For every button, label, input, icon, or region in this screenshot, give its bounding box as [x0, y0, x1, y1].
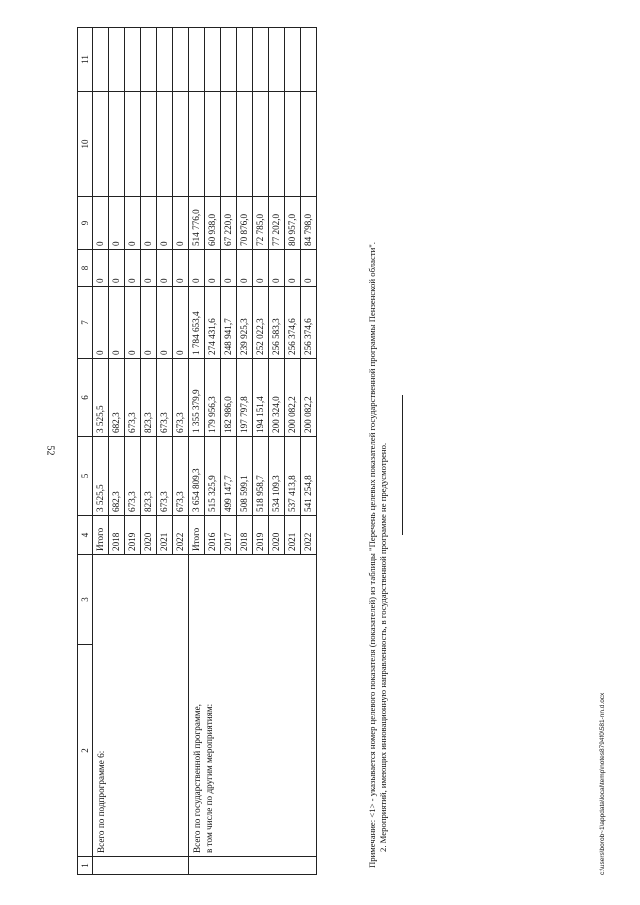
- value-cell: 0: [173, 197, 189, 250]
- empty-cell: [221, 92, 237, 197]
- empty-cell: [157, 92, 173, 197]
- total-label: Всего по государственной программе,: [192, 704, 202, 853]
- year-cell: 2022: [173, 516, 189, 555]
- value-cell: 682,3: [109, 437, 125, 516]
- value-cell: 537 413,8: [285, 437, 301, 516]
- value-cell: 673,3: [125, 437, 141, 516]
- empty-cell: [93, 28, 109, 92]
- value-cell: 0: [237, 250, 253, 287]
- value-cell: 0: [125, 287, 141, 359]
- empty-cell: [189, 92, 205, 197]
- value-cell: 534 109,3: [269, 437, 285, 516]
- empty-cell: [237, 92, 253, 197]
- value-cell: 515 325,9: [205, 437, 221, 516]
- empty-cell: [189, 28, 205, 92]
- year-cell: 2021: [157, 516, 173, 555]
- column-number-cell: 7: [78, 287, 93, 359]
- value-cell: 256 583,3: [269, 287, 285, 359]
- empty-cell: [157, 28, 173, 92]
- value-cell: 77 202,0: [269, 197, 285, 250]
- notes-block: [367, 48, 389, 868]
- empty-cell: [141, 92, 157, 197]
- subprogram6-label: Всего по подпрограмме 6:: [96, 750, 106, 853]
- value-cell: 0: [93, 250, 109, 287]
- value-cell: 823,3: [141, 359, 157, 437]
- year-cell: 2017: [221, 516, 237, 555]
- empty-cell: [93, 92, 109, 197]
- value-cell: 3 654 809,3: [189, 437, 205, 516]
- value-cell: 673,3: [173, 359, 189, 437]
- value-cell: 0: [109, 287, 125, 359]
- column-number-row: [78, 28, 93, 875]
- empty-cell: [269, 28, 285, 92]
- value-cell: 60 938,0: [205, 197, 221, 250]
- year-cell: 2022: [301, 516, 317, 555]
- value-cell: 499 147,7: [221, 437, 237, 516]
- value-cell: 84 798,0: [301, 197, 317, 250]
- column-number-cell: 10: [78, 92, 93, 197]
- value-cell: 682,3: [109, 359, 125, 437]
- column-number-cell: 3: [78, 555, 93, 645]
- empty-cell: [285, 92, 301, 197]
- value-cell: 673,3: [173, 437, 189, 516]
- value-cell: 0: [157, 197, 173, 250]
- empty-cell: [141, 28, 157, 92]
- column-number-cell: 1: [78, 857, 93, 875]
- value-cell: 72 785,0: [253, 197, 269, 250]
- value-cell: 0: [109, 250, 125, 287]
- value-cell: 194 151,4: [253, 359, 269, 437]
- rotated-page-content: [44, 15, 622, 875]
- column-number-cell: 2: [78, 645, 93, 857]
- empty-cell: [237, 28, 253, 92]
- value-cell: 0: [93, 287, 109, 359]
- empty-cell: [205, 92, 221, 197]
- column-number-cell: 5: [78, 437, 93, 516]
- column-number-cell: 8: [78, 250, 93, 287]
- year-cell: 2016: [205, 516, 221, 555]
- year-cell: 2020: [141, 516, 157, 555]
- empty-cell: [125, 92, 141, 197]
- empty-cell: [253, 28, 269, 92]
- year-cell: 2020: [269, 516, 285, 555]
- year-cell: 2018: [109, 516, 125, 555]
- value-cell: 0: [93, 197, 109, 250]
- empty-cell: [221, 28, 237, 92]
- empty-cell: [125, 28, 141, 92]
- value-cell: 673,3: [125, 359, 141, 437]
- value-cell: 179 956,3: [205, 359, 221, 437]
- empty-cell: [109, 92, 125, 197]
- value-cell: 514 776,0: [189, 197, 205, 250]
- separator-line: [402, 395, 403, 535]
- total-label-cell: [189, 555, 317, 857]
- value-cell: 0: [173, 250, 189, 287]
- column-number-cell: 4: [78, 516, 93, 555]
- empty-cell: [173, 92, 189, 197]
- subprogram6-label-cell: [93, 555, 189, 857]
- year-cell: 2018: [237, 516, 253, 555]
- value-cell: 252 022,3: [253, 287, 269, 359]
- value-cell: 256 374,6: [301, 287, 317, 359]
- value-cell: 1 784 653,4: [189, 287, 205, 359]
- empty-cell: [109, 28, 125, 92]
- year-cell: 2019: [125, 516, 141, 555]
- file-path: c:\users\borob~1\appdata\local\temp\notes8794f0\581-nn.d.ocx: [599, 692, 606, 875]
- value-cell: 0: [189, 250, 205, 287]
- value-cell: 3 525,5: [93, 359, 109, 437]
- value-cell: 541 254,8: [301, 437, 317, 516]
- table-row: [93, 28, 109, 875]
- value-cell: 0: [157, 250, 173, 287]
- value-cell: 182 986,0: [221, 359, 237, 437]
- value-cell: 200 082,2: [285, 359, 301, 437]
- value-cell: 197 797,8: [237, 359, 253, 437]
- empty-cell: [269, 92, 285, 197]
- empty-cell: [301, 92, 317, 197]
- value-cell: 0: [269, 250, 285, 287]
- value-cell: 0: [157, 287, 173, 359]
- value-cell: 0: [205, 250, 221, 287]
- value-cell: 70 876,0: [237, 197, 253, 250]
- year-cell: Итого: [189, 516, 205, 555]
- column-number-cell: 6: [78, 359, 93, 437]
- page-number: 52: [44, 445, 56, 456]
- empty-cell: [205, 28, 221, 92]
- column-number-cell: 11: [78, 28, 93, 92]
- value-cell: 823,3: [141, 437, 157, 516]
- value-cell: 0: [141, 287, 157, 359]
- value-cell: 200 082,2: [301, 359, 317, 437]
- empty-cell: [189, 857, 317, 875]
- value-cell: 0: [221, 250, 237, 287]
- value-cell: 0: [285, 250, 301, 287]
- value-cell: 673,3: [157, 437, 173, 516]
- value-cell: 239 925,3: [237, 287, 253, 359]
- year-cell: 2019: [253, 516, 269, 555]
- empty-cell: [301, 28, 317, 92]
- value-cell: 0: [141, 197, 157, 250]
- empty-cell: [285, 28, 301, 92]
- column-number-cell: 9: [78, 197, 93, 250]
- value-cell: 0: [125, 197, 141, 250]
- empty-cell: [173, 28, 189, 92]
- value-cell: 673,3: [157, 359, 173, 437]
- value-cell: 256 374,6: [285, 287, 301, 359]
- value-cell: 67 220,0: [221, 197, 237, 250]
- year-cell: 2021: [285, 516, 301, 555]
- note-line-1: Примечание: <1> - указывается номер целевого показателя (показателей) из таблицы "Перечень целевых показателей государственной программы Пензенской области".: [367, 242, 377, 868]
- value-cell: 3 525,5: [93, 437, 109, 516]
- value-cell: 80 957,0: [285, 197, 301, 250]
- value-cell: 248 941,7: [221, 287, 237, 359]
- note-line-2: 2. Мероприятий, имеющих инновационную направленность, в государственной программе не предусмотрено.: [378, 442, 388, 852]
- value-cell: 0: [109, 197, 125, 250]
- empty-cell: [93, 857, 189, 875]
- table-row: [189, 28, 205, 875]
- value-cell: 274 431,6: [205, 287, 221, 359]
- value-cell: 1 355 379,9: [189, 359, 205, 437]
- year-cell: Итого: [93, 516, 109, 555]
- budget-table: [77, 27, 317, 875]
- total-sublabel: в том числе по другим мероприятиям:: [204, 703, 214, 853]
- value-cell: 508 599,1: [237, 437, 253, 516]
- value-cell: 0: [125, 250, 141, 287]
- value-cell: 0: [301, 250, 317, 287]
- value-cell: 200 324,0: [269, 359, 285, 437]
- value-cell: 0: [173, 287, 189, 359]
- value-cell: 0: [141, 250, 157, 287]
- value-cell: 518 958,7: [253, 437, 269, 516]
- value-cell: 0: [253, 250, 269, 287]
- empty-cell: [253, 92, 269, 197]
